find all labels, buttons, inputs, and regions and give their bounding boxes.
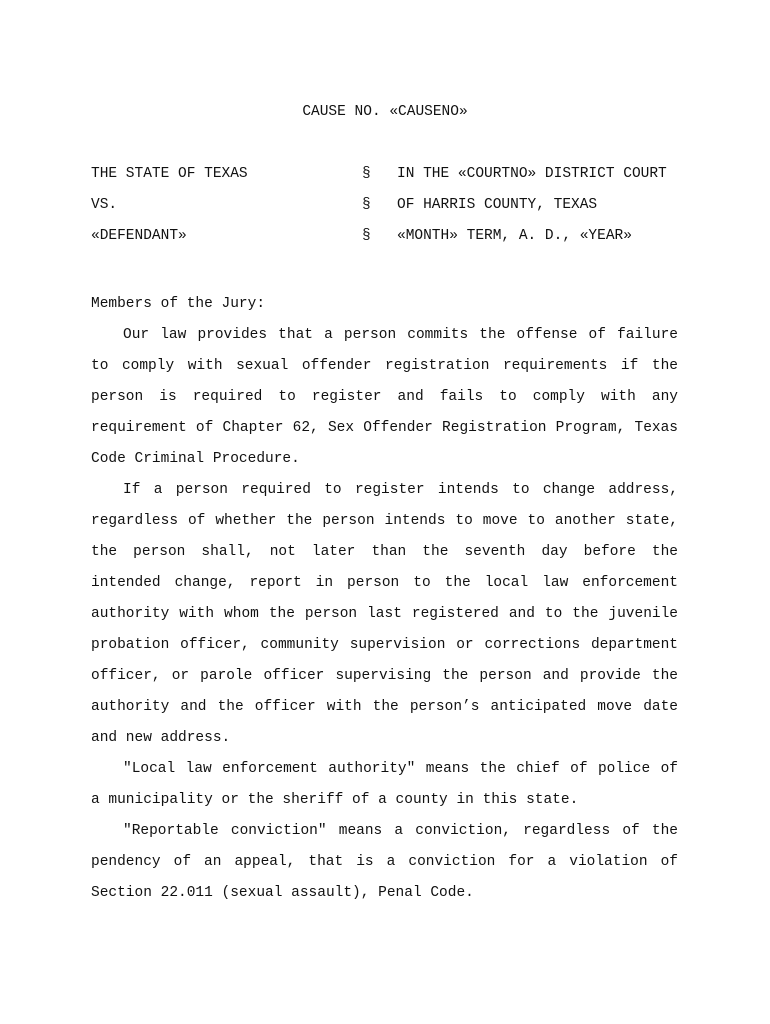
cause-number: CAUSE NO. «CAUSENO» [302,104,468,120]
paragraph-reportable-conviction-definition: "Reportable conviction" means a conviction, regardless of the pendency of an appeal, that is a conviction for a violation of Section 22.011 (sexual assault), Penal Code. [91,823,678,901]
case-caption [91,165,681,258]
caption-row [91,165,681,196]
caption-row [91,196,681,227]
caption-court: IN THE «COURTNO» DISTRICT COURT [397,166,667,182]
section-symbol: § [362,197,371,213]
paragraph-change-address: If a person required to register intends to change address, regardless of whether the person intends to move to another state, the person shall, not later than the seventh day before the intended change, report in person to the local law enforcement authority with whom the person last registered and to the juvenile probation officer, community supervision or corrections department officer, or parole officer supervising the person and provide the authority and the officer with the person’s anticipated move date and new address. [91,482,678,746]
caption-defendant: «DEFENDANT» [91,228,187,244]
section-symbol: § [362,228,371,244]
caption-versus: VS. [91,197,118,213]
caption-county: OF HARRIS COUNTY, TEXAS [397,197,598,213]
jury-charge-body [91,289,678,909]
caption-party: THE STATE OF TEXAS [91,166,248,182]
paragraph-local-authority-definition: "Local law enforcement authority" means the chief of police of a municipality or the sheriff of a county in this state. [91,761,678,808]
caption-term: «MONTH» TERM, A. D., «YEAR» [397,228,632,244]
salutation: Members of the Jury: [91,296,266,312]
caption-row [91,227,681,258]
section-symbol: § [362,166,371,182]
paragraph-offense-definition: Our law provides that a person commits the offense of failure to comply with sexual offender registration requirements if the person is required to register and fails to comply with any requirement of Chapter 62, Sex Offender Registration Program, Texas Code Criminal Procedure. [91,327,678,467]
